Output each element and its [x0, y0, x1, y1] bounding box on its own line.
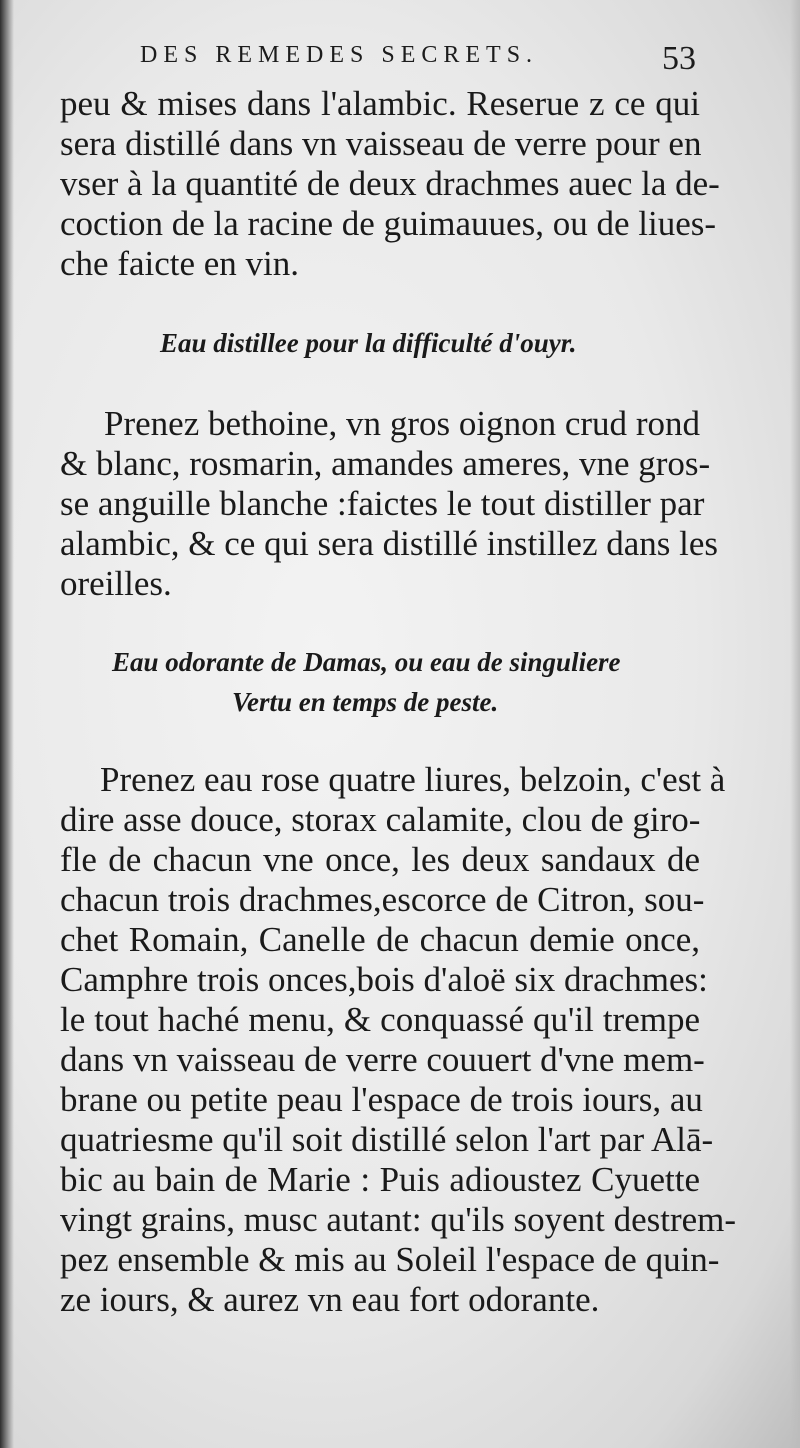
recipe-paragraph — [60, 760, 737, 1320]
text-line: oreilles. — [60, 564, 172, 603]
text-line: dire asse douce, storax calamite, clou de giro- — [60, 800, 701, 839]
text-line: pez ensemble & mis au Soleil l'espace de quin- — [60, 1240, 720, 1279]
text-line: quatriesme qu'il soit distillé selon l'art par Alā- — [60, 1120, 714, 1159]
text-line: peu & mises dans l'alambic. Reserue z ce qui — [60, 84, 700, 123]
text-line: le tout haché menu, & conquassé qu'il trempe — [60, 1000, 700, 1039]
edge-shadow — [790, 0, 800, 1448]
text-line: & blanc, rosmarin, amandes ameres, vne gros- — [60, 444, 711, 483]
text-line: ze iours, & aurez vn eau fort odorante. — [60, 1280, 600, 1319]
text-line: che faicte en vin. — [60, 244, 300, 283]
text-line: alambic, & ce qui sera distillé instillez dans les — [60, 524, 719, 563]
recipe-heading: Eau odorante de Damas, ou eau de singuliere — [112, 647, 621, 677]
text-line: vser à la quantité de deux drachmes auec la de- — [60, 164, 720, 203]
recipe-heading-line-2: Vertu en temps de peste. — [232, 687, 499, 717]
text-line: Prenez bethoine, vn gros oignon crud rond — [104, 404, 700, 443]
recipe-paragraph — [60, 404, 719, 604]
running-header: DES REMEDES SECRETS. — [140, 42, 539, 68]
text-line: bic au bain de Marie : Puis adioustez Cyuette — [60, 1160, 700, 1199]
text-line: coction de la racine de guimauues, ou de liues- — [60, 204, 717, 243]
text-line: fle de chacun vne once, les deux sandaux de — [60, 840, 700, 879]
page-number: 53 — [662, 40, 696, 77]
recipe-heading: Eau distillee pour la difficulté d'ouyr. — [160, 328, 577, 358]
text-line: dans vn vaisseau de verre couuert d'vne mem- — [60, 1040, 705, 1079]
text-line: vingt grains, musc autant: qu'ils soyent destrem- — [60, 1200, 737, 1239]
text-line: brane ou petite peau l'espace de trois iours, au — [60, 1080, 703, 1119]
text-line: Prenez eau rose quatre liures, belzoin, c'est à — [100, 760, 726, 799]
text-line: se anguille blanche :faictes le tout distiller par — [60, 484, 705, 523]
paragraph-continuation — [60, 84, 720, 284]
text-line: sera distillé dans vn vaisseau de verre pour en — [60, 124, 702, 163]
text-line: Camphre trois onces,bois d'aloë six drachmes: — [60, 960, 708, 999]
gutter-shadow — [0, 0, 14, 1448]
text-line: chacun trois drachmes,escorce de Citron, sou- — [60, 880, 705, 919]
text-line: chet Romain, Canelle de chacun demie once, — [60, 920, 700, 959]
